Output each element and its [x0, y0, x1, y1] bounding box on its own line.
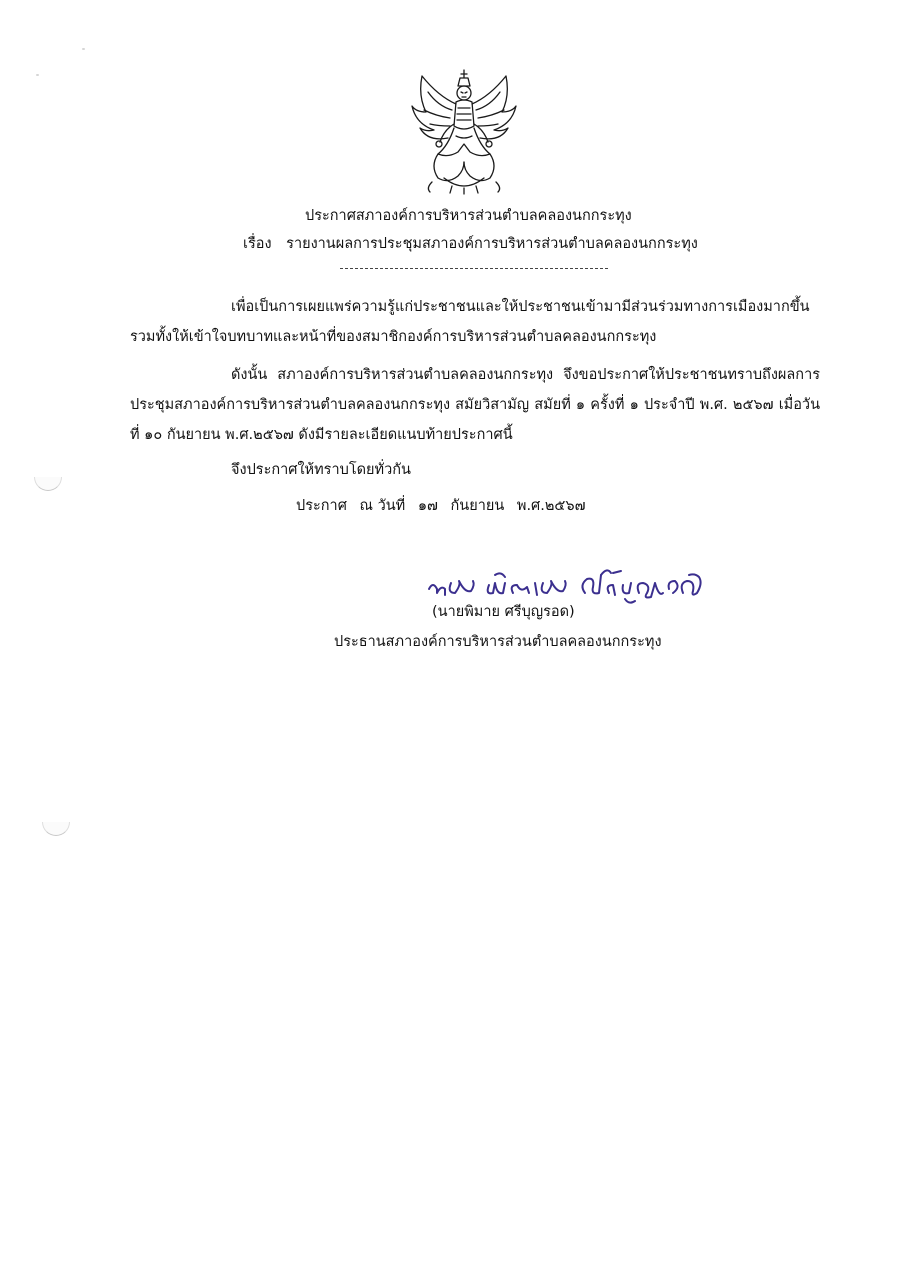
body-paragraph-2: ดังนั้น สภาองค์การบริหารส่วนตำบลคลองนกกระทุง จึงขอประกาศให้ประชาชนทราบถึงผลการประชุมสภาองค์การบริหารส่วนตำบลคลองนกกระทุง สมัยวิสามัญ สมัยที่ ๑ ครั้งที่ ๑ ประจำปี พ.ศ. ๒๕๖๗ เมื่อวันที่ ๑๐ กันยายน พ.ศ.๒๕๖๗ ดังมีรายละเอียดแนบท้ายประกาศนี้	[130, 367, 820, 443]
dashed-divider	[340, 268, 608, 269]
garuda-emblem-icon	[408, 66, 520, 196]
date-day: ๑๗	[417, 498, 438, 514]
date-year: พ.ศ.๒๕๖๗	[516, 498, 586, 514]
subject-label: เรื่อง	[243, 236, 272, 252]
date-month: กันยายน	[450, 498, 505, 514]
signer-position: ประธานสภาองค์การบริหารส่วนตำบลคลองนกกระทุง	[334, 634, 662, 650]
body-paragraph-1: เพื่อเป็นการเผยแพร่ความรู้แก่ประชาชนและให้ประชาชนเข้ามามีส่วนร่วมทางการเมืองมากขึ้น รวมทั้งให้เข้าใจบทบาทและหน้าที่ของสมาชิกองค์การบริหารส่วนตำบลคลองนกกระทุง	[130, 299, 810, 345]
scan-speck	[36, 74, 39, 76]
scan-speck	[82, 48, 85, 50]
punch-hole	[34, 477, 62, 491]
date-announced-word: ประกาศ	[296, 498, 347, 514]
announcement-date	[296, 496, 594, 516]
signer-name: (นายพิมาย ศรีบุญรอด)	[432, 604, 575, 620]
announcement-title: ประกาศสภาองค์การบริหารส่วนตำบลคลองนกกระทุง	[305, 208, 632, 224]
announcement-subject	[243, 234, 698, 254]
punch-hole	[42, 822, 70, 836]
subject-text: รายงานผลการประชุมสภาองค์การบริหารส่วนตำบลคลองนกกระทุง	[286, 236, 698, 252]
date-at-word: ณ วันที่	[359, 498, 406, 514]
closing-statement: จึงประกาศให้ทราบโดยทั่วกัน	[231, 462, 411, 478]
